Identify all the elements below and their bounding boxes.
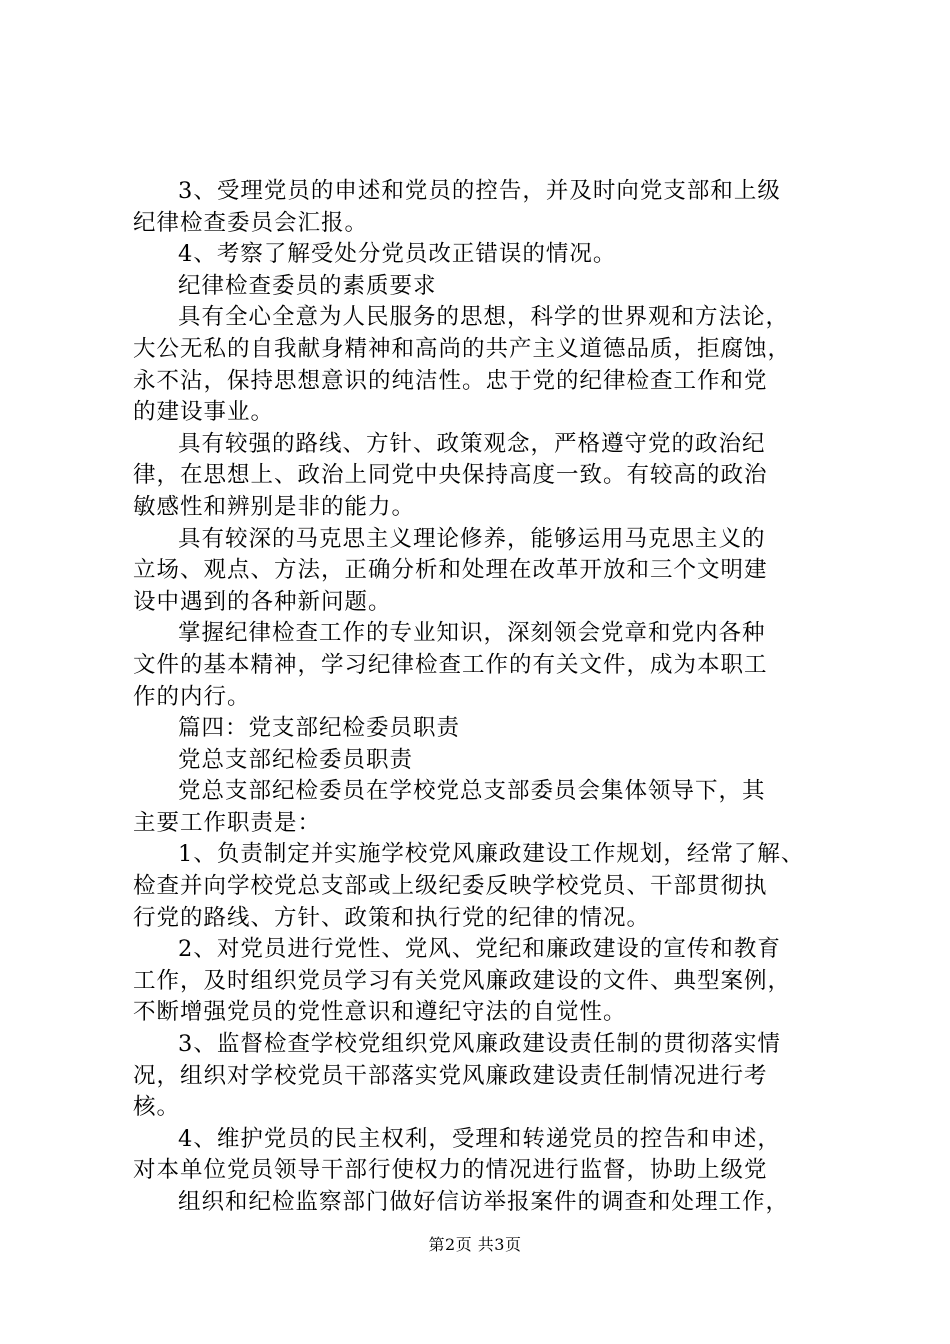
- paragraph-line: 组织和纪检监察部门做好信访举报案件的调查和处理工作，: [178, 1189, 790, 1215]
- paragraph-line: 主要工作职责是：: [133, 809, 322, 836]
- paragraph-line: 况，组织对学校党员干部落实党风廉政建设责任制情况进行考: [133, 1062, 768, 1089]
- paragraph-line: 立场、观点、方法，正确分析和处理在改革开放和三个文明建: [133, 557, 768, 584]
- paragraph-line: 对本单位党员领导干部行使权力的情况进行监督，协助上级党: [133, 1157, 768, 1184]
- paragraph-line: 的建设事业。: [133, 399, 275, 426]
- paragraph-line: 掌握纪律检查工作的专业知识，深刻领会党章和党内各种: [178, 620, 766, 647]
- paragraph-line: 敏感性和辨别是非的能力。: [133, 493, 416, 520]
- paragraph-line: 3、监督检查学校党组织党风廉政建设责任制的贯彻落实情: [178, 1031, 781, 1058]
- paragraph-line: 不断增强党员的党性意识和遵纪守法的自觉性。: [133, 999, 627, 1026]
- paragraph-line: 2、对党员进行党性、党风、党纪和廉政建设的宣传和教育: [178, 936, 781, 963]
- paragraph-line: 永不沾，保持思想意识的纯洁性。忠于党的纪律检查工作和党: [133, 367, 768, 394]
- paragraph-line: 工作，及时组织党员学习有关党风廉政建设的文件、典型案例，: [133, 967, 792, 994]
- section-heading: 纪律检查委员的素质要求: [178, 272, 437, 299]
- paragraph-line: 党总支部纪检委员在学校党总支部委员会集体领导下，其: [178, 778, 766, 805]
- paragraph-line: 设中遇到的各种新问题。: [133, 588, 392, 615]
- document-body: [133, 176, 833, 1219]
- paragraph-line: 4、维护党员的民主权利，受理和转递党员的控告和申述，: [178, 1125, 781, 1152]
- paragraph-line: 3、受理党员的申述和党员的控告，并及时向党支部和上级: [178, 178, 781, 204]
- paragraph-line: 检查并向学校党总支部或上级纪委反映学校党员、干部贯彻执: [133, 873, 768, 900]
- paragraph-line: 具有较强的路线、方针、政策观念，严格遵守党的政治纪: [178, 430, 766, 457]
- page-number-footer: 第2页 共3页: [428, 1235, 522, 1254]
- paragraph-line: 核。: [133, 1094, 181, 1121]
- paragraph-line: 作的内行。: [133, 683, 251, 710]
- paragraph-line: 律，在思想上、政治上同党中央保持高度一致。有较高的政治: [133, 462, 768, 489]
- paragraph-line: 具有全心全意为人民服务的思想，科学的世界观和方法论，: [178, 304, 790, 331]
- paragraph-line: 行党的路线、方针、政策和执行党的纪律的情况。: [133, 904, 651, 931]
- paragraph-line: 4、考察了解受处分党员改正错误的情况。: [178, 241, 617, 268]
- section-heading: 篇四：党支部纪检委员职责: [178, 715, 461, 742]
- paragraph-line: 纪律检查委员会汇报。: [133, 209, 369, 236]
- paragraph-line: 具有较深的马克思主义理论修养，能够运用马克思主义的: [178, 525, 766, 552]
- section-heading: 党总支部纪检委员职责: [178, 746, 414, 773]
- paragraph-line: 大公无私的自我献身精神和高尚的共产主义道德品质，拒腐蚀，: [133, 335, 792, 362]
- paragraph-line: 1、负责制定并实施学校党风廉政建设工作规划，经常了解、: [178, 841, 805, 868]
- paragraph-line: 文件的基本精神，学习纪律检查工作的有关文件，成为本职工: [133, 651, 768, 678]
